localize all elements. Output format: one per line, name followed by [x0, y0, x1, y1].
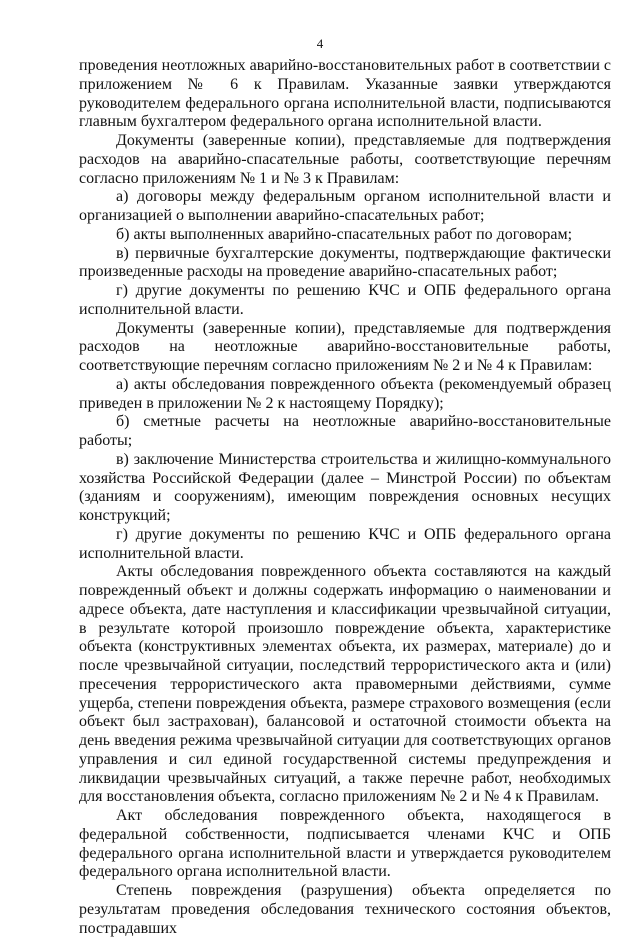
list-item-estimates: б) сметные расчеты на неотложные аварийно-восстановительные работы;	[79, 413, 611, 449]
paragraph-continuation: проведения неотложных аварийно-восстановительных работ в соответствии с приложением № 6 к Правилам. Указанные заявки утверждаются руководителем федерального органа исполнительной власти, подписываются главным бухгалтером федерального органа исполнительной власти.	[79, 57, 611, 131]
list-item-other-documents: г) другие документы по решению КЧС и ОПБ федерального органа исполнительной власти.	[79, 282, 611, 318]
list-item-contracts: а) договоры между федеральным органом исполнительной власти и организацией о выполнении аварийно-спасательных работ;	[79, 188, 611, 224]
page-number: 4	[316, 36, 324, 51]
list-item-inspection-acts: а) акты обследования поврежденного объекта (рекомендуемый образец приведен в приложении № 2 к настоящему Порядку);	[79, 375, 611, 412]
list-item-accounting-documents: в) первичные бухгалтерские документы, подтверждающие фактически произведенные расходы на проведение аварийно-спасательных работ;	[79, 244, 611, 281]
paragraph-restoration-documents-intro: Документы (заверенные копии), представляемые для подтверждения расходов на неотложные аварийно-восстановительные работы, соответствующие перечням согласно приложениям № 2 и № 4 к Правилам:	[79, 319, 611, 374]
list-item-acts: б) акты выполненных аварийно-спасательных работ по договорам;	[116, 225, 573, 243]
paragraph-inspection-acts-content: Акты обследования поврежденного объекта составляются на каждый поврежденный объект и должны содержать информацию о наименовании и адресе объекта, дате наступления и классификации чрезвычайной ситуации, в результате которой произошло повреждение объекта, характеристике объекта (конструктивных элементах объекта, их размерах, материале) до и после чрезвычайной ситуации, последствий террористического акта и (или) пресечения террористического акта правомерными действиями, сумме ущерба, степени повреждения объекта, размере страхового возмещения (если объект был застрахован), балансовой и остаточной стоимости объекта на день введения режима чрезвычайной ситуации для соответствующих органов управления и сил единой государственной системы предупреждения и ликвидации чрезвычайных ситуаций, а также перечне работ, необходимых для восстановления объекта, согласно приложениям № 2 и № 4 к Правилам.	[79, 563, 611, 806]
document-body	[79, 57, 611, 938]
list-item-minstroy-conclusion: в) заключение Министерства строительства и жилищно-коммунального хозяйства Российской Федерации (далее – Минстрой России) по объектам (зданиям и сооружениям), имеющим повреждения основных несущих конструкций;	[79, 450, 611, 524]
paragraph-rescue-documents-intro: Документы (заверенные копии), представляемые для подтверждения расходов на аварийно-спасательные работы, соответствующие перечням согласно приложениям № 1 и № 3 к Правилам:	[79, 132, 611, 187]
paragraph-damage-degree: Степень повреждения (разрушения) объекта определяется по результатам проведения обследования технического состояния объектов, пострадавших	[79, 882, 611, 937]
paragraph-federal-property-act: Акт обследования поврежденного объекта, находящегося в федеральной собственности, подписывается членами КЧС и ОПБ федерального органа исполнительной власти и утверждается руководителем федерального органа исполнительной власти.	[79, 807, 611, 881]
list-item-other-documents-2: г) другие документы по решению КЧС и ОПБ федерального органа исполнительной власти.	[79, 525, 611, 562]
